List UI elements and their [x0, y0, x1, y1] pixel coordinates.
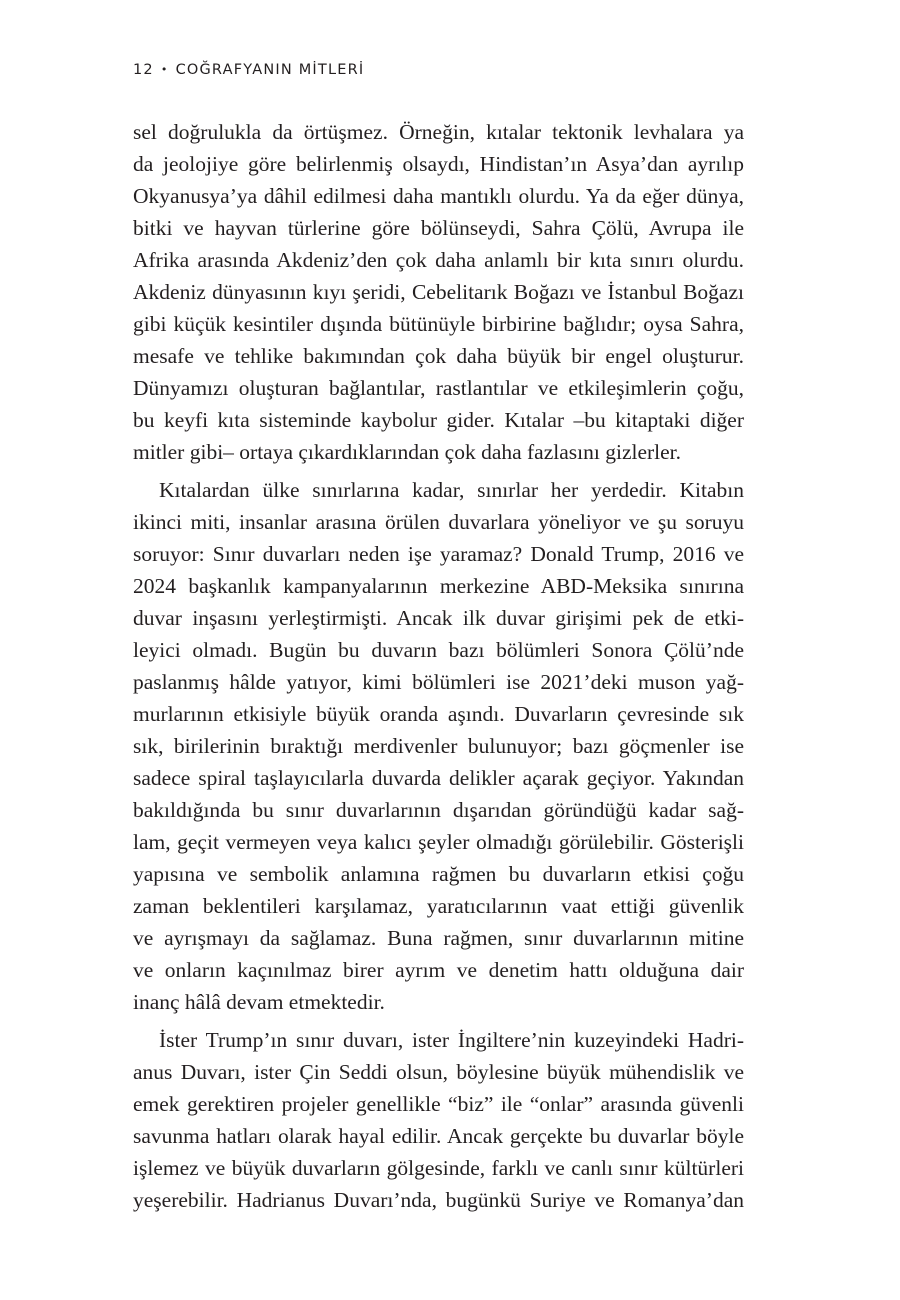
text-line: Okyanusya’ya dâhil edilmesi daha mantıklı olurdu. Ya da eğer dünya, [133, 184, 744, 208]
text-line: soruyor: Sınır duvarları neden işe yaramaz? Donald Trump, 2016 ve [133, 542, 744, 566]
text-line: murlarının etkisiyle büyük oranda aşındı. Duvarların çevresinde sık [133, 702, 744, 726]
text-line: anus Duvarı, ister Çin Seddi olsun, böylesine büyük mühendislik ve [133, 1060, 744, 1084]
text-line: ve onların kaçınılmaz birer ayrım ve denetim hattı olduğuna dair [133, 958, 744, 982]
text-line: paslanmış hâlde yatıyor, kimi bölümleri ise 2021’deki muson yağ- [133, 670, 744, 694]
text-line: gibi küçük kesintiler dışında bütünüyle birbirine bağlıdır; oysa Sahra, [133, 312, 744, 336]
text-line: mitler gibi– ortaya çıkardıklarından çok daha fazlasını gizlerler. [133, 440, 682, 464]
text-line: lam, geçit vermeyen veya kalıcı şeyler olmadığı görülebilir. Gösterişli [133, 830, 744, 854]
text-line: mesafe ve tehlike bakımından çok daha büyük bir engel oluşturur. [133, 344, 744, 368]
running-header [133, 62, 364, 78]
text-line: zaman beklentileri karşılamaz, yaratıcılarının vaat ettiği güvenlik [133, 894, 744, 918]
text-line: 2024 başkanlık kampanyalarının merkezine ABD-Meksika sınırına [133, 574, 744, 598]
text-line: Kıtalardan ülke sınırlarına kadar, sınırlar her yerdedir. Kitabın [159, 478, 744, 502]
text-line: sadece spiral taşlayıcılarla duvarda delikler açarak geçiyor. Yakından [133, 766, 744, 790]
text-line: ikinci miti, insanlar arasına örülen duvarlara yöneliyor ve şu soruyu [133, 510, 744, 534]
text-line: bu keyfi kıta sisteminde kaybolur gider. Kıtalar –bu kitaptaki diğer [133, 408, 744, 432]
text-line: bakıldığında bu sınır duvarlarının dışarıdan göründüğü kadar sağ- [133, 798, 744, 822]
header-bullet: • [160, 63, 169, 76]
paragraph [133, 1024, 744, 1216]
text-line: emek gerektiren projeler genellikle “biz” ile “onlar” arasında güvenli [133, 1092, 744, 1116]
text-line: bitki ve hayvan türlerine göre bölünseydi, Sahra Çölü, Avrupa ile [133, 216, 744, 240]
text-line: inanç hâlâ devam etmektedir. [133, 990, 385, 1014]
text-line: sık, birilerinin bıraktığı merdivenler bulunuyor; bazı göçmenler ise [133, 734, 744, 758]
text-line: Afrika arasında Akdeniz’den çok daha anlamlı bir kıta sınırı olurdu. [133, 248, 744, 272]
text-line: yapısına ve sembolik anlamına rağmen bu duvarların etkisi çoğu [133, 862, 744, 886]
text-line: İster Trump’ın sınır duvarı, ister İngiltere’nin kuzeyindeki Hadri- [159, 1028, 744, 1052]
text-line: ve ayrışmayı da sağlamaz. Buna rağmen, sınır duvarlarının mitine [133, 926, 744, 950]
text-line: sel doğrulukla da örtüşmez. Örneğin, kıtalar tektonik levhalara ya [133, 120, 744, 144]
book-title: COĞRAFYANIN MİTLERİ [175, 62, 365, 78]
text-line: duvar inşasını yerleştirmişti. Ancak ilk duvar girişimi pek de etki- [133, 606, 744, 630]
page-number: 12 [133, 62, 154, 78]
text-line: da jeolojiye göre belirlenmiş olsaydı, Hindistan’ın Asya’dan ayrılıp [133, 152, 744, 176]
paragraph [133, 116, 744, 468]
text-line: Akdeniz dünyasının kıyı şeridi, Cebelitarık Boğazı ve İstanbul Boğazı [133, 280, 744, 304]
text-line: işlemez ve büyük duvarların gölgesinde, farklı ve canlı sınır kültürleri [133, 1156, 744, 1180]
text-line: savunma hatları olarak hayal edilir. Ancak gerçekte bu duvarlar böyle [133, 1124, 744, 1148]
body-text [133, 116, 744, 1216]
paragraph [133, 474, 744, 1018]
text-line: yeşerebilir. Hadrianus Duvarı’nda, bugünkü Suriye ve Romanya’dan [133, 1188, 744, 1212]
text-line: leyici olmadı. Bugün bu duvarın bazı bölümleri Sonora Çölü’nde [133, 638, 744, 662]
text-line: Dünyamızı oluşturan bağlantılar, rastlantılar ve etkileşimlerin çoğu, [133, 376, 744, 400]
